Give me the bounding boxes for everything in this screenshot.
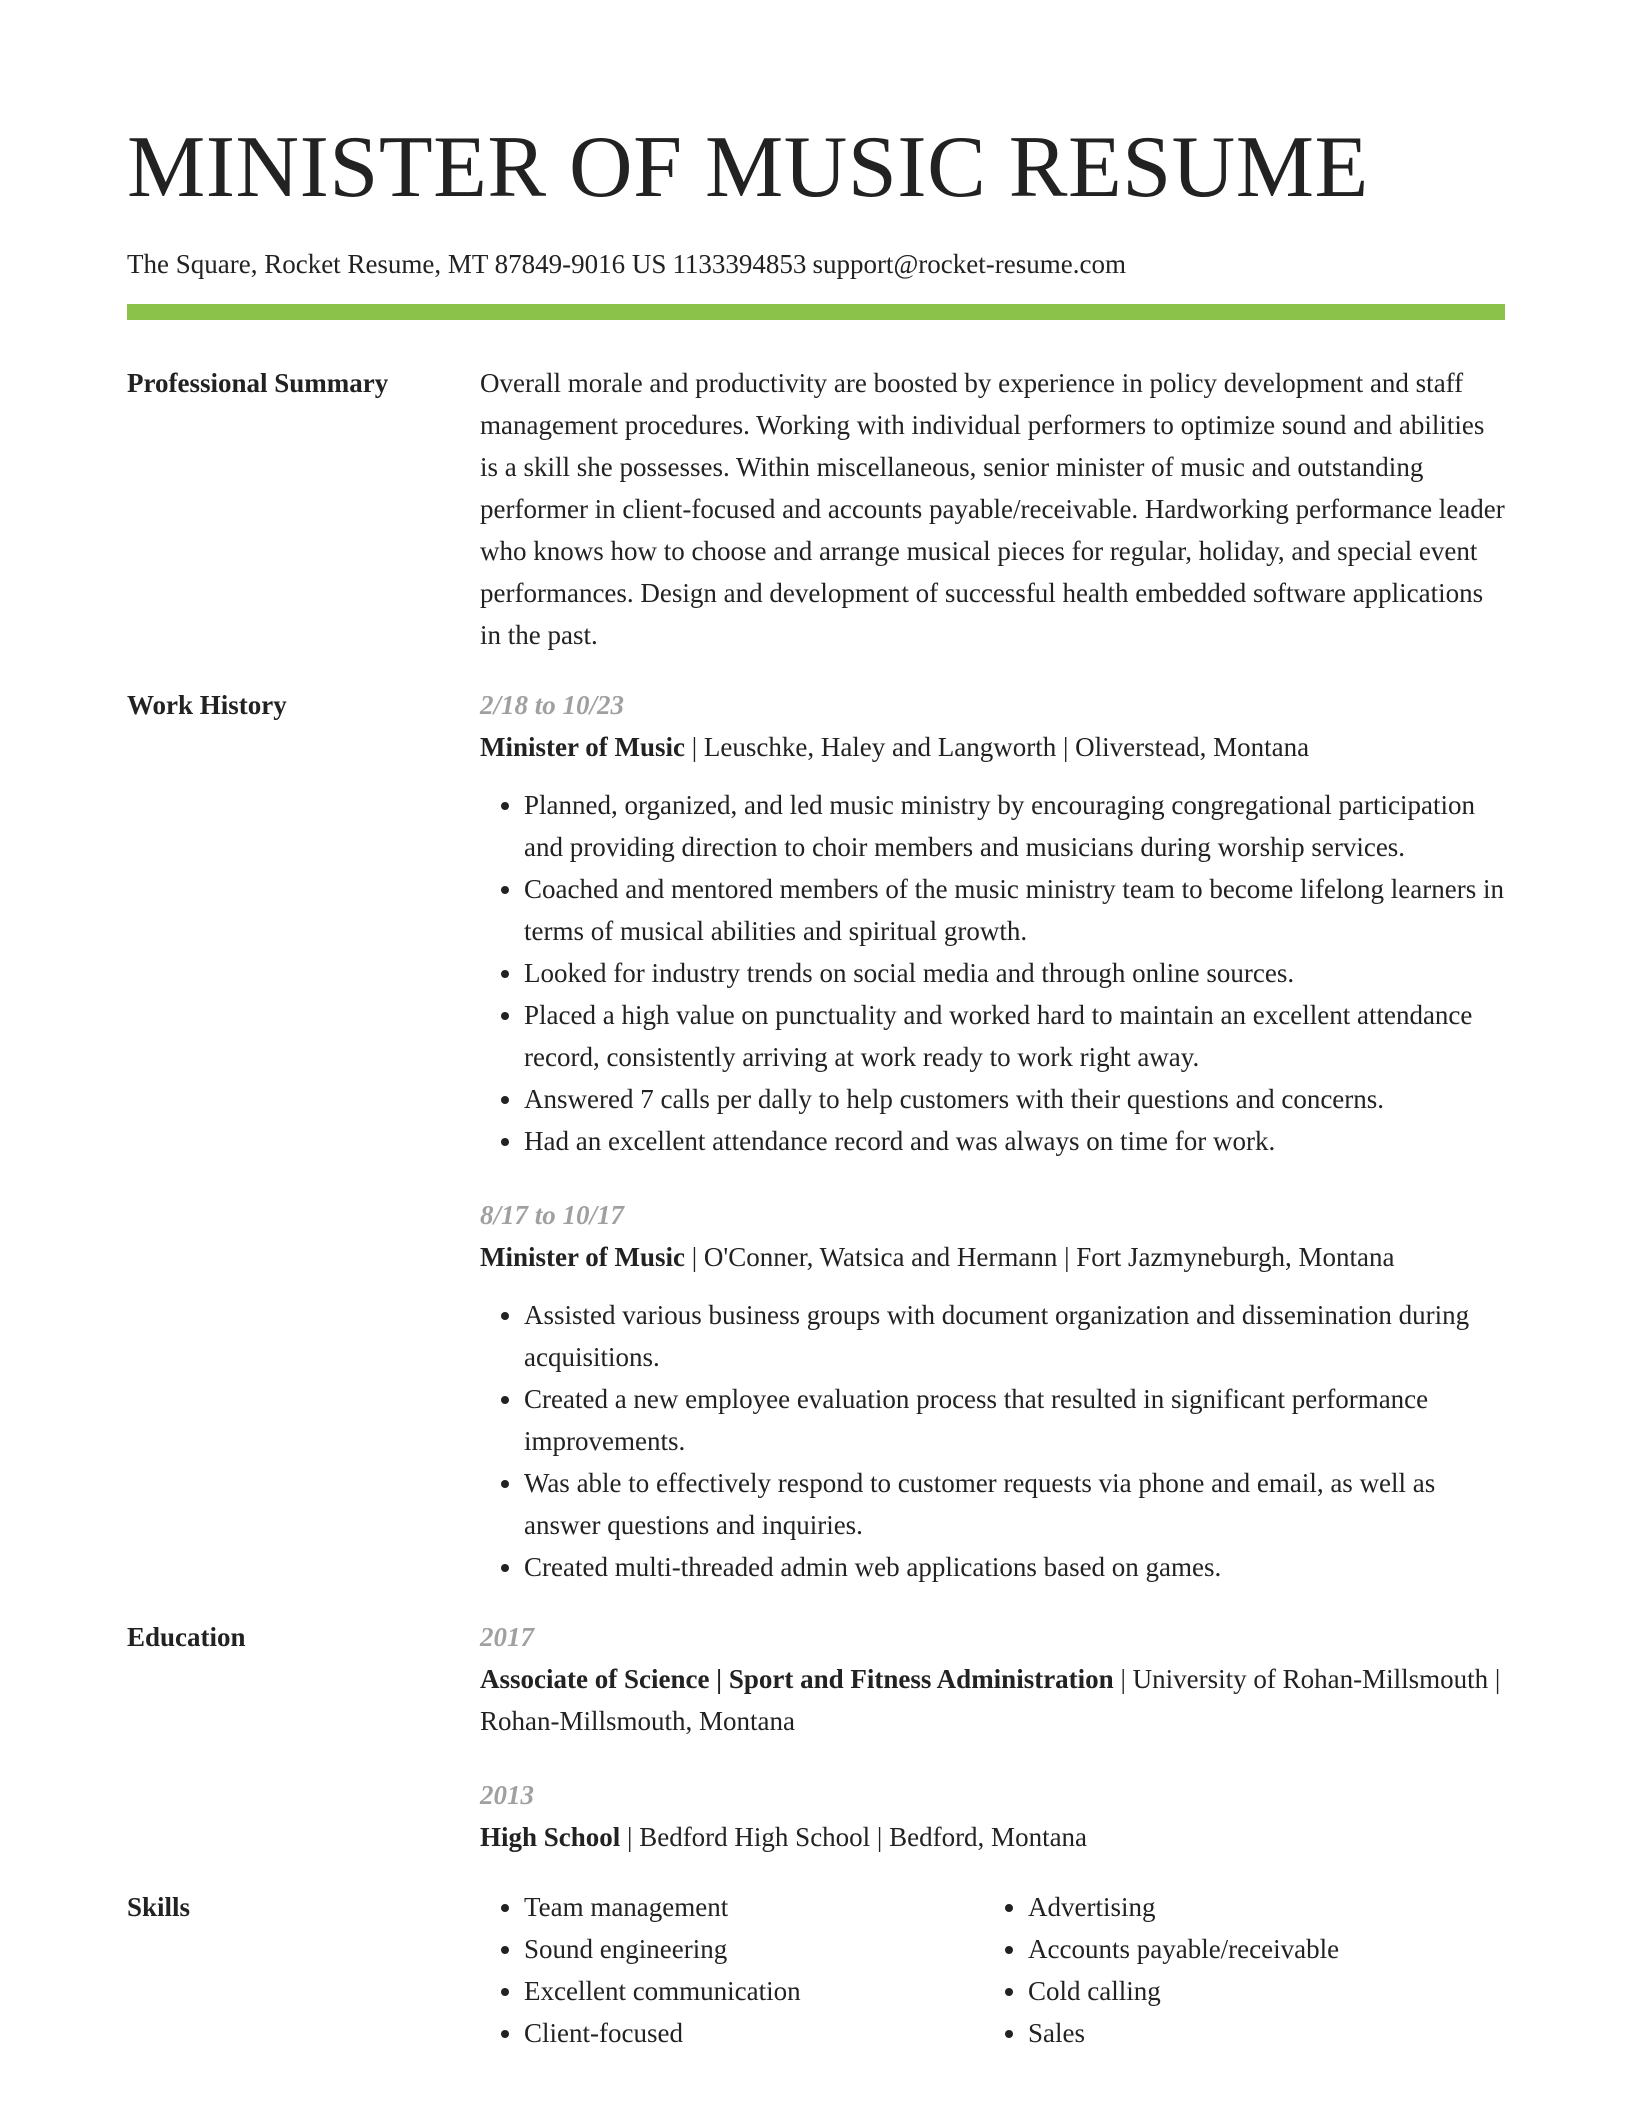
skill-item: • Client-focused [524,2012,984,2054]
job-entry [480,684,1505,1162]
job-bullet: • Had an excellent attendance record and was always on time for work. [524,1120,1505,1162]
education-year: 2017 [480,1622,534,1652]
skills-section [127,1892,1505,2054]
education-body [480,1616,1505,1858]
job-title: Minister of Music [480,1242,685,1272]
job-bullets [480,1294,1505,1588]
skills-columns [480,1886,1505,2054]
summary-heading: Professional Summary [127,368,389,398]
skill-item: • Sales [1028,2012,1488,2054]
job-dates: 2/18 to 10/23 [480,690,625,720]
contact-email: support@rocket-resume.com [812,249,1126,279]
header-divider [127,304,1505,320]
summary-text: Overall morale and productivity are boosted by experience in policy development and staff management procedures. Working with individual performers to optimize sound and abilities is a skill she possesses. Within miscellaneous, senior minister of music and outstanding performer in client-focused and accounts payable/receivable. Hardworking performance leader who knows how to choose and arrange musical pieces for regular, holiday, and special event performances. Design and development of successful health embedded software applications in the past. [480,368,1505,650]
contact-line [127,246,1505,282]
job-dates: 8/17 to 10/17 [480,1200,625,1230]
skills-list-left [480,1886,984,2054]
education-entry [480,1616,1505,1742]
contact-address: The Square, Rocket Resume, MT 87849-9016 US [127,249,667,279]
resume-title: MINISTER OF MUSIC RESUME [127,119,1369,216]
job-bullet: • Created a new employee evaluation process that resulted in significant performance improvements. [524,1378,1505,1462]
education-school: | Bedford High School | Bedford, Montana [620,1822,1088,1852]
skills-heading: Skills [127,1892,191,1922]
job-bullet: • Created multi-threaded admin web applications based on games. [524,1546,1505,1588]
skill-item: • Cold calling [1028,1970,1488,2012]
job-bullet: • Was able to effectively respond to customer requests via phone and email, as well as answer questions and inquiries. [524,1462,1505,1546]
work-history-body [480,684,1505,1588]
skill-item: • Accounts payable/receivable [1028,1928,1488,1970]
education-line [480,1816,1505,1858]
education-entry [480,1774,1505,1858]
education-heading: Education [127,1622,246,1652]
job-bullet: • Answered 7 calls per dally to help customers with their questions and concerns. [524,1078,1505,1120]
job-title: Minister of Music [480,732,685,762]
skill-item: • Excellent communication [524,1970,984,2012]
job-bullet: • Assisted various business groups with document organization and dissemination during acquisitions. [524,1294,1505,1378]
skills-list-right [984,1886,1488,2054]
job-role-line [480,1236,1505,1278]
summary-section [127,368,1505,656]
skill-item: • Team management [524,1886,984,1928]
skill-item: • Advertising [1028,1886,1488,1928]
education-year: 2013 [480,1780,534,1810]
work-history-heading: Work History [127,690,287,720]
job-bullet: • Looked for industry trends on social media and through online sources. [524,952,1505,994]
job-bullet: • Planned, organized, and led music ministry by encouraging congregational participation and providing direction to choir members and musicians during worship services. [524,784,1505,868]
skills-body [480,1886,1505,2054]
education-degree: High School [480,1822,621,1852]
job-bullets [480,784,1505,1162]
job-bullet: • Coached and mentored members of the music ministry team to become lifelong learners in terms of musical abilities and spiritual growth. [524,868,1505,952]
education-line [480,1658,1505,1742]
job-role-line [480,726,1505,768]
education-school: | University of Rohan-Millsmouth | Rohan-Millsmouth, Montana [480,1664,1501,1736]
skill-item: • Sound engineering [524,1928,984,1970]
job-entry [480,1194,1505,1588]
contact-phone: 1133394853 [672,249,807,279]
work-history-section [127,690,1505,1588]
education-section [127,1622,1505,1858]
job-employer: | Leuschke, Haley and Langworth | Oliverstead, Montana [684,732,1310,762]
education-degree: Associate of Science | Sport and Fitness Administration [480,1664,1114,1694]
job-bullet: • Placed a high value on punctuality and worked hard to maintain an excellent attendance record, consistently arriving at work ready to work right away. [524,994,1505,1078]
job-employer: | O'Conner, Watsica and Hermann | Fort Jazmyneburgh, Montana [684,1242,1395,1272]
